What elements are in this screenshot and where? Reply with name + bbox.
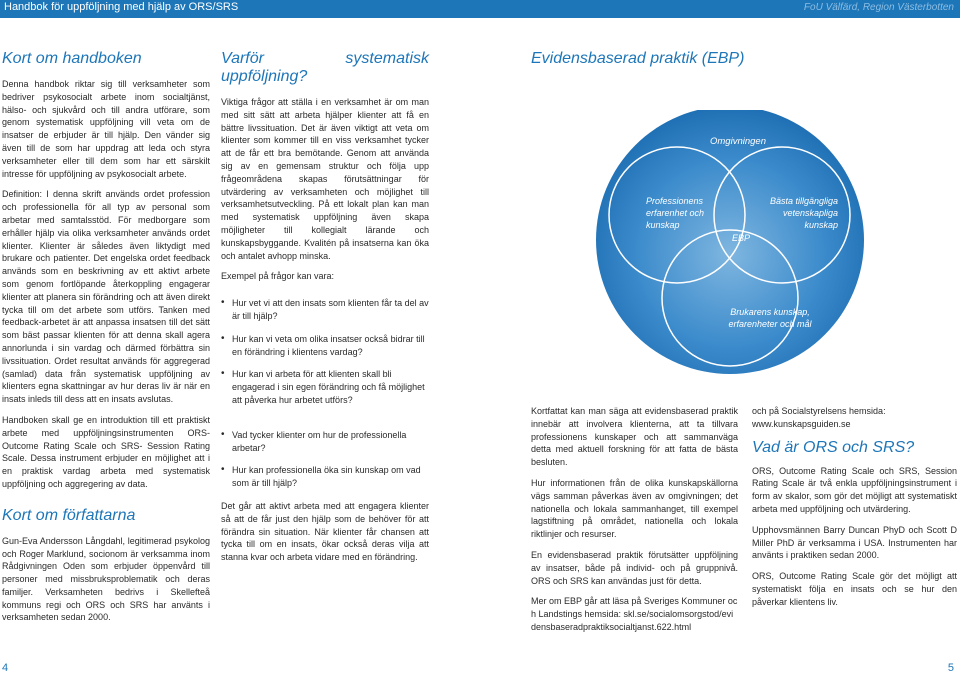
ors-srs-paragraph: ORS, Outcome Rating Scale gör det möjligt att systematiskt följa en insats och se hur den påverkar klientens liv. [752, 571, 957, 607]
bullet-icon: • [221, 428, 225, 440]
question-list [221, 297, 429, 490]
research-label-1: Bästa tillgängliga [769, 196, 838, 206]
examples-intro: Exempel på frågor kan vara: [221, 271, 335, 282]
ebp-paragraph: Hur informationen från de olika kunskapskällorna vägs samman påverkas även av omgivningen; det nationella och lokala sammanhanget, till exempel lagstiftning på området, nationella och lokala riktlinjer och resurser. [531, 477, 738, 540]
handbook-definition: Definition: I denna skrift används ordet profession och professionella för all typ av personal som arbetar med samtalsstöd. För medborgare som erhåller hjälp via olika verksamheter används ordet klienter. Klienter är således även liktydigt med brukare och patienter. Det engelska ordet feedback används som en beskrivning av ett aktivt arbete som genom fortlöpande återkoppling engagerar klienter att planera sin förändring och att även direkt tycka till om det arbete som utförs. Tanken med feedback-arbetet är att anpassa insatsen till det sätt som bäst passar klienten för att denna skall agera annorlunda i sin vardag och därmed förbättra sin livssituation. Ordet resultat används för aggregerad (samlad) data från systematisk uppföljning av klienters egna skattningar av hur deras liv är när en insats inleds till dess att en insats avslutas. [2, 189, 210, 405]
ebp-paragraph: Kortfattat kan man säga att evidensbaserad praktik innebär att involvera klienterna, att ta tillvara professionens kunskaper och att sammanväga detta med aktuell forskning för att fatta de bästa besluten. [531, 406, 738, 468]
environment-label: Omgivningen [710, 136, 766, 147]
page-header [0, 0, 960, 18]
bullet-icon: • [221, 297, 225, 309]
list-item: • Hur kan vi arbeta för att klienten skall bli engagerad i sin egen förändring och få möjlighet att påverka hur arbetet utförs? [221, 368, 425, 405]
authors-paragraph: Gun-Eva Andersson Långdahl, legitimerad psykolog och Roger Marklund, socionom är verksamma inom Rådgivningen Oden som erbjuder öppenvård till personer med missbruksproblematik och deras familjer. Verksamheten bedrivs i Skellefteå kommuns regi och ORS och SRS har använts i verksamheten sedan 2000. [2, 535, 210, 623]
bullet-icon: • [221, 464, 225, 476]
list-item: • Hur kan professionella öka sin kunskap om vad som är till hjälp? [221, 464, 421, 489]
bullet-icon: • [221, 332, 225, 344]
list-item: • Hur vet vi att den insats som klienten får ta del av är till hjälp? [221, 297, 429, 321]
header-title: Handbok för uppföljning med hjälp av ORS/SRS [4, 1, 239, 13]
why-paragraph: Viktiga frågor att ställa i en verksamhet är om man med sitt sätt att arbeta hjälper klienter att få en bättre livssituation. Det är även viktigt att veta om klienter som kommer till en viss verksamhet tycker att de får ett bra bemötande. Genom att använda sig av en gemensam struktur och följa upp frågeområdena skapas förutsättningar för utvärdering av verksamheten och möjlighet till verksamhetsutveckling. På ett lokalt plan kan man med systematisk uppföljning även skapa möjligheter till kollegialt lärande och kunskapsbyggande. Kvalitén på insatserna kan öka och antalet avhopp minska. [221, 97, 429, 261]
handbook-paragraph: Denna handbok riktar sig till verksamheter som bedriver psykosocialt arbete inom socialtjänst, hälso- och sjukvård och till andra utförare, som genom systematisk uppföljning vill veta om de insatser de erbjuder är till hjälp. Den vänder sig även till de som har uppdrag att leda och styra verksamheter eller till dem som har ett särskilt intresse för uppföljning av psykosocialt arbete. [2, 79, 210, 179]
client-label-1: Brukarens kunskap, [730, 307, 810, 317]
ors-srs-paragraph: Upphovsmännen Barry Duncan PhyD och Scott D Miller PhD är verksamma i USA. Instrumenten har använts i praktiken sedan 2000. [752, 524, 957, 561]
profession-label-1: Professionens [646, 196, 704, 206]
column-why [221, 50, 429, 572]
profession-label-3: kunskap [646, 220, 680, 230]
column-ebp-text [531, 405, 738, 642]
header-organisation: FoU Välfärd, Region Västerbotten [803, 2, 954, 13]
page-number-left: 4 [2, 662, 9, 674]
authors-heading: Kort om författarna [2, 506, 136, 524]
ebp-center-label: EBP [732, 233, 751, 243]
why-paragraph: Det går att aktivt arbeta med att engagera klienter så att de får just den hjälp som de behöver för att förändra sin situation. När klienter får chansen att tycka till om en insats, ökar också deras vilja att stanna kvar och arbeta vidare med en förändring. [221, 500, 429, 563]
environment-circle [596, 110, 864, 374]
ebp-paragraph: En evidensbaserad praktik förutsätter uppföljning av insatser, både på individ- och på gruppnivå. ORS och SRS kan användas just för detta. [531, 549, 738, 586]
page-number-right: 5 [947, 662, 954, 674]
client-label-2: erfarenheter och mål [728, 319, 812, 329]
profession-label-2: erfarenhet och [646, 208, 705, 218]
handbook-heading: Kort om handboken [2, 50, 142, 67]
bullet-icon: • [221, 368, 225, 380]
research-label-2: vetenskapliga [782, 208, 838, 218]
ors-srs-paragraph: ORS, Outcome Rating Scale och SRS, Session Rating Scale är två enkla uppföljningsinstrument i form av skalor, som gör det möjligt att systematiskt arbeta med uppföljning och utvärdering. [752, 465, 957, 514]
column-handbook [2, 50, 210, 632]
ebp-links-continued: och på Socialstyrelsens hemsida: www.kunskapsguiden.se [752, 406, 886, 429]
ebp-venn-diagram [560, 110, 900, 380]
ebp-heading: Evidensbaserad praktik (EBP) [531, 50, 745, 67]
why-heading: Varför systematisk uppföljning? [221, 50, 429, 85]
column-ors-srs [752, 405, 957, 617]
list-item: • Vad tycker klienter om hur de professionella arbetar? [221, 428, 407, 453]
research-label-3: kunskap [804, 220, 838, 230]
handbook-paragraph: Handboken skall ge en introduktion till ett praktiskt arbete med uppföljningsinstrumenten ORS- Outcome Rating Scale och SRS- Session Rating Scale. Dessa instrument erbjuder en möjlighet att i en praktisk vardag arbeta med systematisk uppföljning och aggregering av data. [2, 414, 210, 489]
ors-srs-heading: Vad är ORS och SRS? [752, 438, 915, 456]
list-item: • Hur kan vi veta om olika insatser också bidrar till en förändring i klientens vardag? [221, 332, 425, 357]
ebp-links-paragraph: Mer om EBP går att läsa på Sveriges Kommuner och Landstings hemsida: skl.se/socialomsorgstod/evidensbaseradpraktiksocialtjanst.622.html [531, 596, 738, 632]
